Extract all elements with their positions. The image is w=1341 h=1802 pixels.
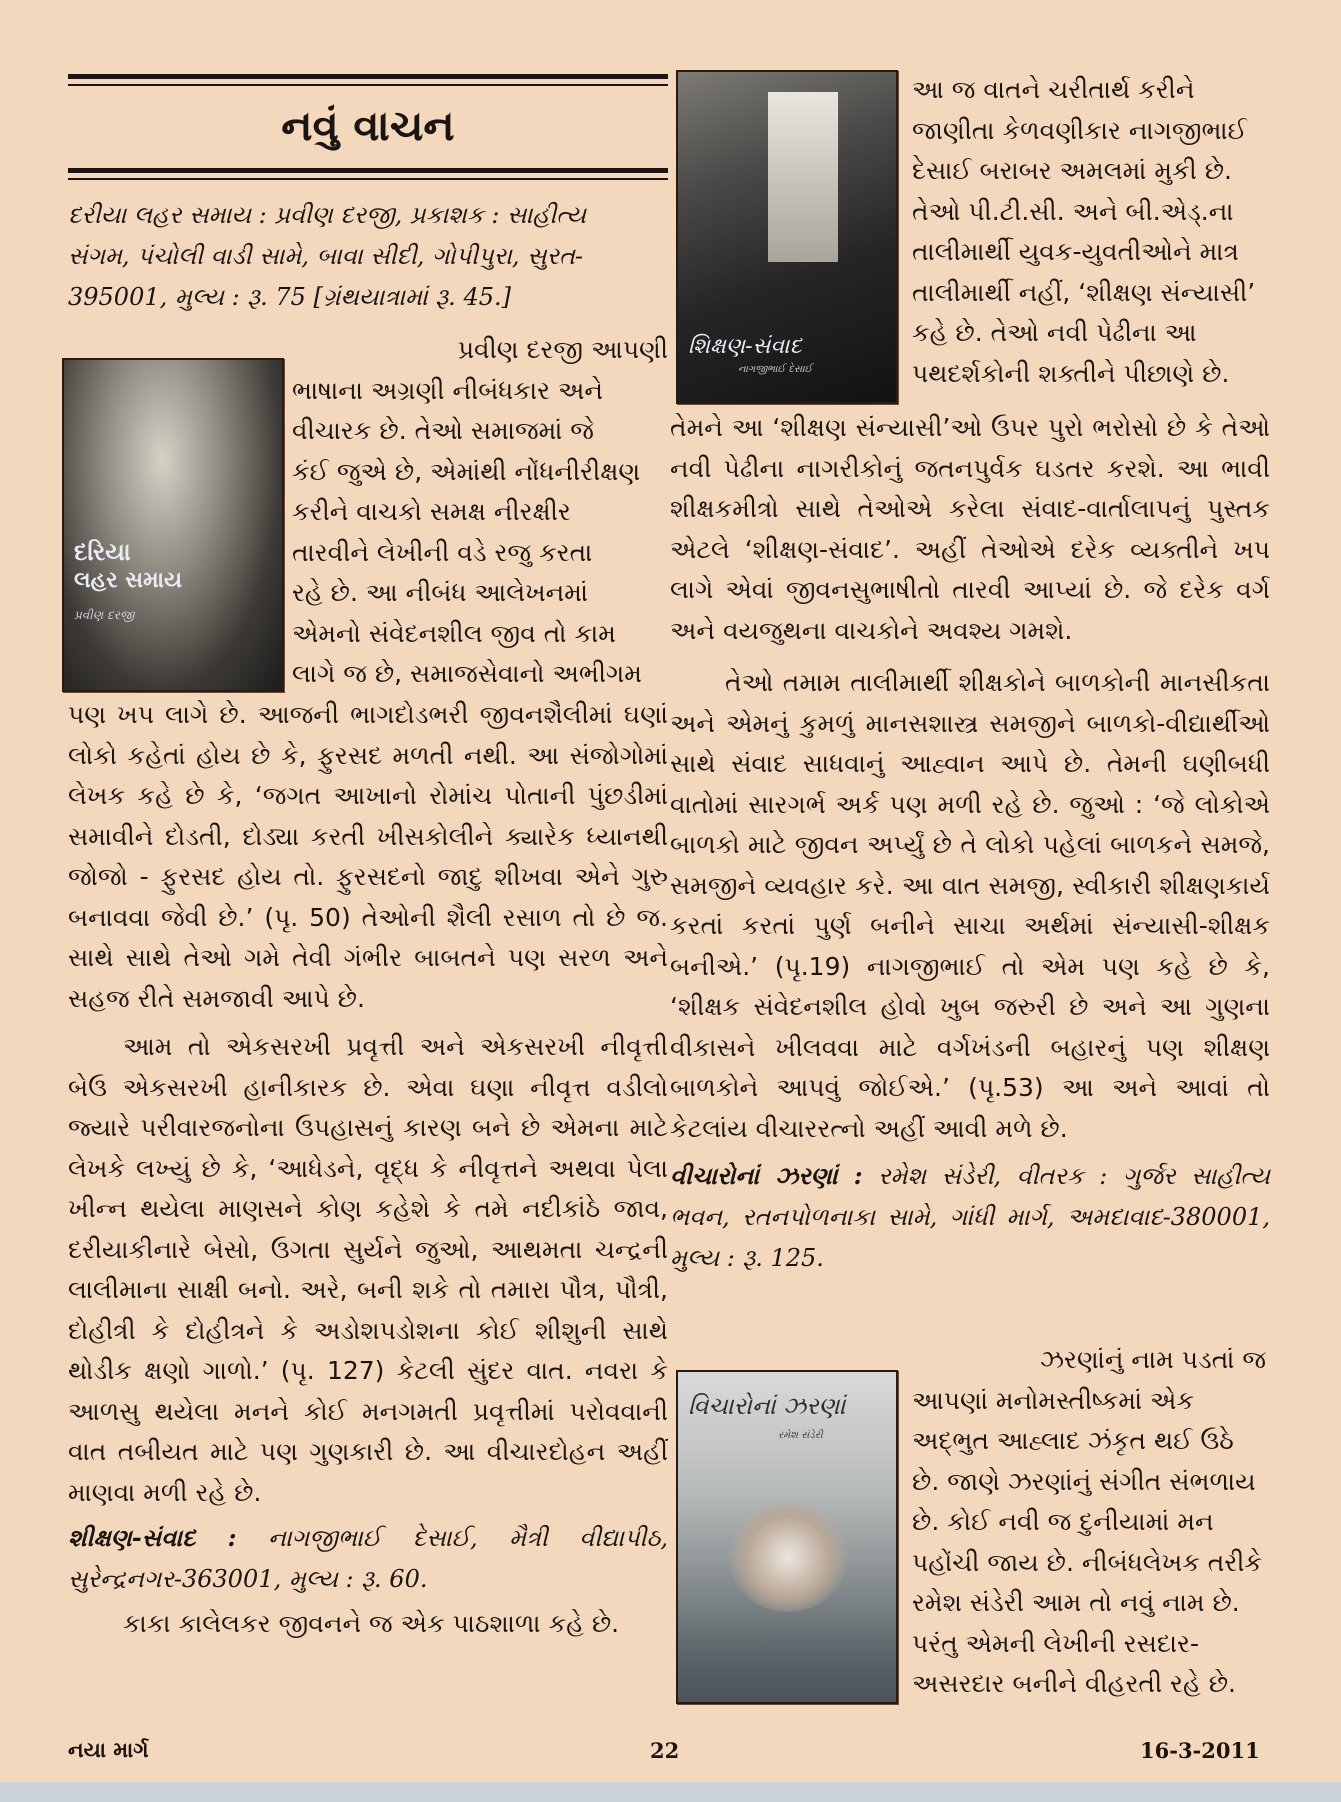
section-title: નવું વાચન	[281, 101, 455, 150]
entry3-float-line: છે. કોઈ નવી જ દુનીયામાં મન	[912, 1507, 1214, 1536]
header-rule-top-thin	[68, 84, 668, 86]
entry2-paragraph-2: તેઓ તમામ તાલીમાર્થી શીક્ષકોને બાળકોની માનસીકતા અને એમનું કુમળું માનસશાસ્ત્ર સમજીને બાળકો-વીદ્યાર્થીઓ સાથે સંવાદ સાધવાનું આહ્વાન આપે છે. તેમની ઘણીબધી વાતોમાં સારગર્ભ અર્ક પણ મળી રહે છે. જુઓ : ‘જે લોકોએ બાળકો માટે જીવન અર્પ્યું છે તે લોકો પહેલાં બાળકને સમજે, સમજીને વ્યવહાર કરે. આ વાત સમજી, સ્વીકારી શીક્ષણકાર્ય કરતાં કરતાં પુર્ણ બનીને સાચા અર્થમાં સંન્યાસી-શીક્ષક બનીએ.’ (પૃ.19) નાગજીભાઈ તો એમ પણ કહે છે કે, ‘શીક્ષક સંવેદનશીલ હોવો ખુબ જરુરી છે અને આ ગુણના વીકાસને ખીલવવા માટે વર્ગખંડની બહારનું પણ શીક્ષણ બાળકોને આપવું જોઈએ.’ (પૃ.53) આ અને આવાં તો કેટલાંય વીચારરત્નો અહીં આવી મળે છે.	[670, 668, 1270, 1143]
entry3-citation	[670, 1155, 1270, 1279]
entry1-float-line: કંઈ જુએ છે, એમાંથી નોંધનીરીક્ષણ	[292, 456, 641, 486]
footer-page-number: 22	[650, 1738, 680, 1763]
book1-title-line1: દરિયા	[74, 538, 131, 566]
entry2-float-line: આ જ વાતને ચરીતાર્થ કરીને	[912, 75, 1195, 104]
entry1-float-line: કરીને વાચકો સમક્ષ નીરક્ષીર	[292, 497, 571, 526]
entry2-float-line: તેઓ પી.ટી.સી. અને બી.એડ્.ના	[912, 196, 1234, 226]
book1-title-line2: લહર સમાય	[74, 568, 183, 593]
entry2-citation-title: શીક્ષણ-સંવાદ :	[68, 1523, 237, 1552]
entry3-citation-title: વીચારોનાં ઝરણાં :	[670, 1161, 863, 1190]
entry3-float-line: ઝરણાંનું નામ પડતાં જ	[1040, 1345, 1266, 1374]
entry2-float-line: તાલીમાર્થી નહીં, ‘શીક્ષણ સંન્યાસી’	[912, 277, 1256, 307]
entry1-float-line: ભાષાના અગ્રણી નીબંધકાર અને	[292, 375, 603, 405]
entry2-float-line: પથદર્શકોની શક્તીને પીછાણે છે.	[912, 358, 1230, 388]
footer-date: 16-3-2011	[1140, 1738, 1260, 1763]
entry1-float-line: પ્રવીણ દરજી આપણી	[457, 335, 668, 364]
book2-title: શિક્ષણ-સંવાદ	[688, 334, 802, 359]
entry1-citation-line1: દરીયા લહર સમાય : પ્રવીણ દરજી, પ્રકાશક : સાહીત્ય	[68, 201, 586, 229]
entry1-float-line: રહે છે. આ નીબંધ આલેખનમાં	[292, 578, 589, 607]
left-column-body	[68, 695, 668, 1645]
book2-author: નાગજીભાઈ દેસાઈ	[738, 364, 813, 375]
entry3-float-line: અસરદાર બનીને વીહરતી રહે છે.	[912, 1669, 1236, 1698]
entry2-paragraph-1-start: કાકા કાલેલકર જીવનને જ એક પાઠશાળા કહે છે.	[123, 1609, 620, 1638]
book3-title: વિચારોનાં ઝરણાં	[688, 1392, 846, 1420]
entry1-citation-line2: સંગમ, પંચોલી વાડી સામે, બાવા સીદી, ગોપીપુરા, સુરત-	[68, 242, 584, 270]
left-column	[68, 195, 668, 318]
entry1-float-line: એમનો સંવેદનશીલ જીવ તો કામ	[292, 618, 616, 648]
entry1-float-line: તારવીને લેખીની વડે રજુ કરતા	[292, 537, 593, 567]
footer-magazine-name: નયા માર્ગ	[68, 1738, 149, 1762]
entry2-float-line: કહે છે. તેઓ નવી પેઢીના આ	[912, 318, 1197, 347]
entry1-float-text	[292, 330, 668, 695]
entry3-float-line: પરંતુ એમની લેખીની રસદાર-	[912, 1628, 1199, 1658]
entry3-float-line: પહોંચી જાય છે. નીબંધલેખક તરીકે	[912, 1547, 1263, 1577]
entry1-paragraph-1: પણ ખપ લાગે છે. આજની ભાગદોડભરી જીવનશૈલીમાં ઘણાં લોકો કહેતાં હોય છે કે, ફુરસદ મળતી નથી. આ સંજોગોમાં લેખક કહે છે કે, ‘જગત આખાનો રોમાંચ પોતાની પુંછડીમાં સમાવીને દોડતી, દોડ્યા કરતી ખીસકોલીને ક્યારેક ધ્યાનથી જોજો - ફુરસદ હોય તો. ફુરસદનો જાદુ શીખવા એને ગુરુ બનાવવા જેવી છે.’ (પૃ. 50) તેઓની શૈલી રસાળ તો છે જ. સાથે સાથે તેઓ ગમે તેવી ગંભીર બાબતને પણ સરળ અને સહજ રીતે સમજાવી આપે છે.	[68, 700, 668, 1013]
entry2-float-line: તાલીમાર્થી યુવક-યુવતીઓને માત્ર	[912, 237, 1239, 266]
entry2-paragraph-1: તેમને આ ‘શીક્ષણ સંન્યાસી’ઓ ઉપર પુરો ભરોસો છે કે તેઓ નવી પેઢીના નાગરીકોનું જતનપુર્વક ઘડતર કરશે. આ ભાવી શીક્ષકમીત્રો સાથે તેઓએ કરેલા સંવાદ-વાર્તાલાપનું પુસ્તક એટલે ‘શીક્ષણ-સંવાદ’. અહીં તેઓએ દરેક વ્યક્તીને ખપ લાગે એવાં જીવનસુભાષીતો તારવી આપ્યાં છે. જે દરેક વર્ગ અને વયજુથના વાચકોને અવશ્ય ગમશે.	[670, 413, 1270, 645]
entry3-float-line: આપણાં મનોમસ્તીષ્કમાં એક	[912, 1385, 1195, 1415]
entry1-float-line: લાગે જ છે, સમાજસેવાનો અભીગમ	[292, 659, 642, 688]
entry2-float-line: જાણીતા કેળવણીકાર નાગજીભાઈ	[912, 115, 1247, 145]
header-rule-bottom	[68, 168, 668, 173]
entry1-paragraph-2: આમ તો એકસરખી પ્રવૃત્તી અને એકસરખી નીવૃત્તી બેઉ એકસરખી હાનીકારક છે. એવા ઘણા નીવૃત્ત વડીલો જ્યારે પરીવારજનોના ઉપહાસનું કારણ બને છે એમના માટે લેખકે લખ્યું છે કે, ‘આધેડને, વૃદ્ધ કે નીવૃત્તને અથવા પેલા ખીન્ન થયેલા માણસને કોણ કહેશે કે તમે નદીકાંઠે જાવ, દરીયાકીનારે બેસો, ઉગતા સુર્યને જુઓ, આથમતા ચન્દ્રની લાલીમાના સાક્ષી બનો. અરે, બની શકે તો તમારા પૌત્ર, પૌત્રી, દોહીત્રી કે દોહીત્રને કે અડોશપડોશના કોઈ શીશુની સાથે થોડીક ક્ષણો ગાળો.’ (પૃ. 127) કેટલી સુંદર વાત. નવરા કે આળસુ થયેલા મનને કોઈ મનગમતી પ્રવૃત્તીમાં પરોવવાની વાત તબીયત માટે પણ ગુણકારી છે. આ વીચારદોહન અહીં માણવા મળી રહે છે.	[68, 1032, 668, 1507]
entry3-float-line: રમેશ સંડેરી આમ તો નવું નામ છે.	[912, 1588, 1240, 1617]
header-rule-bottom-thin	[68, 178, 668, 180]
entry1-citation	[68, 195, 668, 318]
entry1-citation-line3: 395001, મુલ્ય : રૂ. 75 [ગ્રંથયાત્રામાં રૂ. 45.]	[68, 283, 511, 311]
book-cover-vicharona-zarna	[676, 1370, 898, 1704]
book-cover-shikshan-samvad	[676, 70, 898, 404]
book3-author: રમેશ સંડેરી	[778, 1430, 823, 1441]
entry2-float-line: દેસાઈ બરાબર અમલમાં મુકી છે.	[912, 156, 1232, 185]
scan-edge	[0, 1782, 1341, 1802]
entry2-citation	[68, 1517, 668, 1600]
entry2-citation-rest: નાગજીભાઈ દેસાઈ, મૈત્રી વીદ્યાપીઠ, સુરેન્દ્રનગર-363001, મુલ્ય : રૂ. 60.	[68, 1524, 668, 1593]
right-column-body	[670, 408, 1270, 1279]
entry3-float-text	[912, 1340, 1266, 1705]
entry3-float-line: અદ્ભુત આહ્લાદ ઝંકૃત થઈ ઉઠે	[912, 1426, 1234, 1455]
book1-author: પ્રવીણ દરજી	[74, 608, 135, 622]
entry3-citation-rest: રમેશ સંડેરી, વીતરક : ગુર્જર સાહીત્ય ભવન, રતનપોળનાકા સામે, ગાંધી માર્ગ, અમદાવાદ-380001, મુલ્ય : રૂ. 125.	[670, 1162, 1270, 1272]
entry1-float-line: વીચારક છે. તેઓ સમાજમાં જે	[292, 416, 594, 445]
entry2-float-text	[912, 70, 1266, 394]
entry3-float-line: છે. જાણે ઝરણાંનું સંગીત સંભળાય	[912, 1466, 1256, 1496]
book-cover-dariya-lahar-samay	[62, 358, 284, 692]
header-rule-top	[68, 74, 668, 79]
